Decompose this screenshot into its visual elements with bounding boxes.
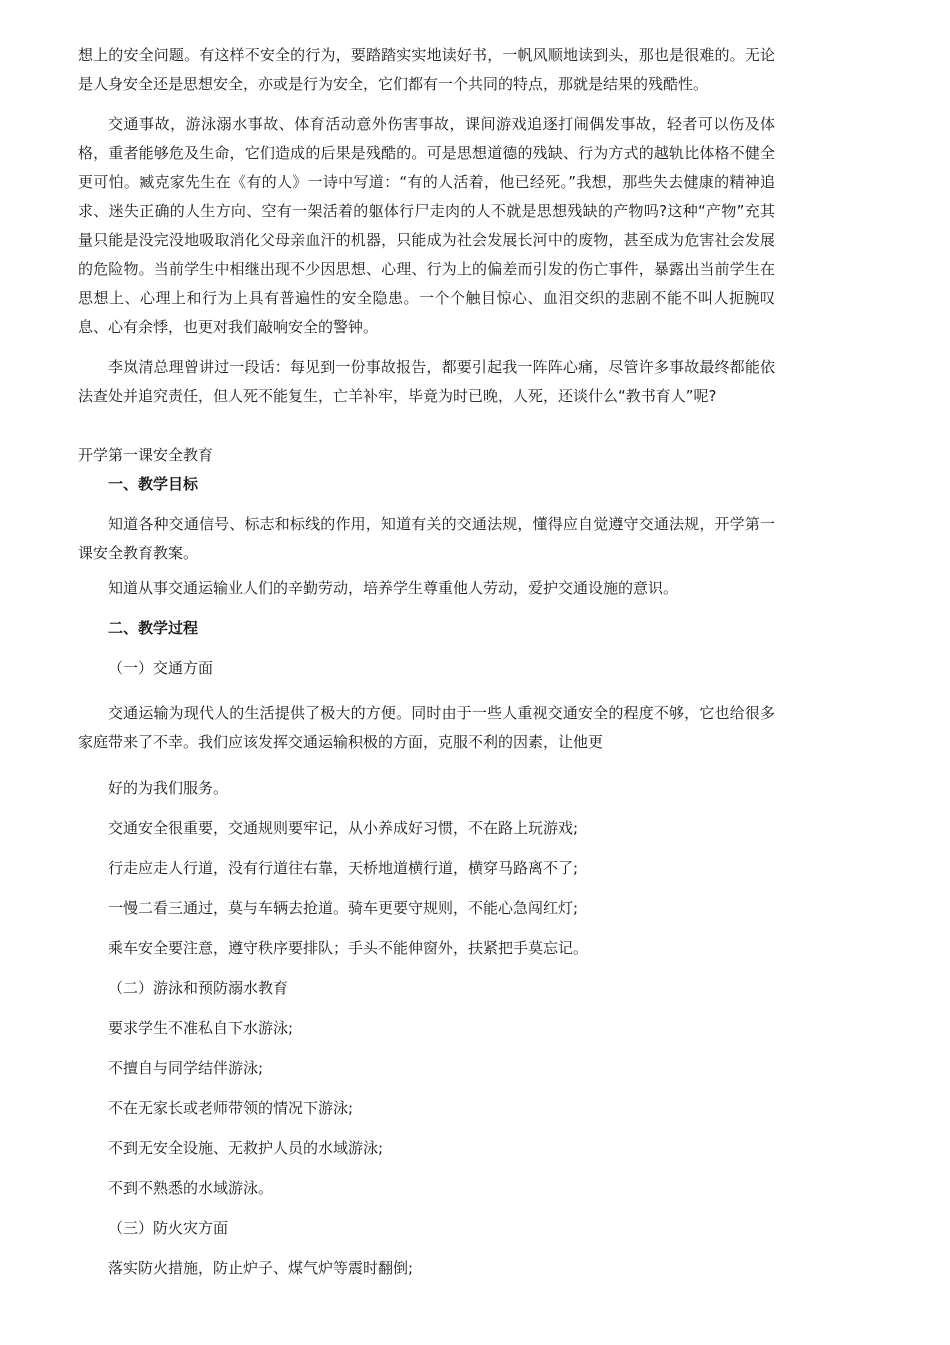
subheading-traffic: （一）交通方面 [108,659,214,677]
list-item-swimming-rule: 不到无安全设施、无救护人员的水域游泳; [108,1139,384,1157]
list-item-fire-rule: 落实防火措施，防止炉子、煤气炉等震时翻倒; [108,1259,414,1277]
subheading-fire: （三）防火灾方面 [108,1219,229,1237]
paragraph-accident-consequences: 交通事故，游泳溺水事故、体育活动意外伤害事故，课间游戏追逐打闹偶发事故，轻者可以伤及体格，重者能够危及生命，它们造成的后果是残酷的。可是思想道德的残缺、行为方式的越轨比体格不健全更可怕。臧克家先生在《有的人》一诗中写道：“有的人活着，他已经死。”我想，那些失去健康的精神追求、迷失正确的人生方向、空有一架活着的躯体行尸走肉的人不就是思想残缺的产物吗?这种“产物”充其量只能是没完没地吸取消化父母亲血汗的机器，只能成为社会发展长河中的废物，甚至成为危害社会发展的危险物。当前学生中相继出现不少因思想、心理、行为上的偏差而引发的伤亡事件，暴露出当前学生在思想上、心理上和行为上具有普遍性的安全隐患。一个个触目惊心、血泪交织的悲剧不能不叫人扼腕叹息、心有余悸，也更对我们敲响安全的警钟。 [78,115,775,336]
paragraph-goal-traffic-rules: 知道各种交通信号、标志和标线的作用，知道有关的交通法规，懂得应自觉遵守交通法规，开学第一课安全教育教案。 [78,515,775,562]
list-item-swimming-rule: 不在无家长或老师带领的情况下游泳; [108,1099,354,1117]
paragraph-traffic-intro: 交通运输为现代人的生活提供了极大的方便。同时由于一些人重视交通安全的程度不够，它也给很多家庭带来了不幸。我们应该发挥交通运输积极的方面，克服不利的因素，让他更 [78,704,775,751]
list-item-swimming-rule: 不擅自与同学结伴游泳; [108,1059,264,1077]
paragraph-premier-quote: 李岚清总理曾讲过一段话：每见到一份事故报告，都要引起我一阵阵心痛，尽管许多事故最终都能依法查处并追究责任，但人死不能复生，亡羊补牢，毕竟为时已晚，人死，还谈什么“教书育人”呢? [78,358,775,405]
paragraph-goal-respect-labor: 知道从事交通运输业人们的辛勤劳动，培养学生尊重他人劳动，爱护交通设施的意识。 [108,579,679,597]
paragraph-safety-thought: 想上的安全问题。有这样不安全的行为，要踏踏实实地读好书，一帆风顺地读到头，那也是很难的。无论是人身安全还是思想安全，亦或是行为安全，它们都有一个共同的特点，那就是结果的残酷性。 [78,46,775,93]
paragraph-traffic-intro-continued: 好的为我们服务。 [108,779,229,797]
document-page [78,41,775,1288]
list-item-swimming-rule: 不到不熟悉的水域游泳。 [108,1179,274,1197]
section-heading-teaching-process: 二、教学过程 [108,619,199,637]
list-item-traffic-rule: 行走应走人行道，没有行道往右靠，天桥地道横行道，横穿马路离不了; [108,859,579,877]
list-item-swimming-rule: 要求学生不准私自下水游泳; [108,1019,294,1037]
subheading-swimming: （二）游泳和预防溺水教育 [108,979,289,997]
list-item-traffic-rule: 一慢二看三通过，莫与车辆去抢道。骑车更要守规则，不能心急闯红灯; [108,899,579,917]
list-item-traffic-rule: 交通安全很重要，交通规则要牢记，从小养成好习惯，不在路上玩游戏; [108,819,579,837]
list-item-traffic-rule: 乘车安全要注意，遵守秩序要排队；手头不能伸窗外，扶紧把手莫忘记。 [108,939,589,957]
section-heading-teaching-goals: 一、教学目标 [108,475,199,493]
lesson-title: 开学第一课安全教育 [78,446,214,464]
